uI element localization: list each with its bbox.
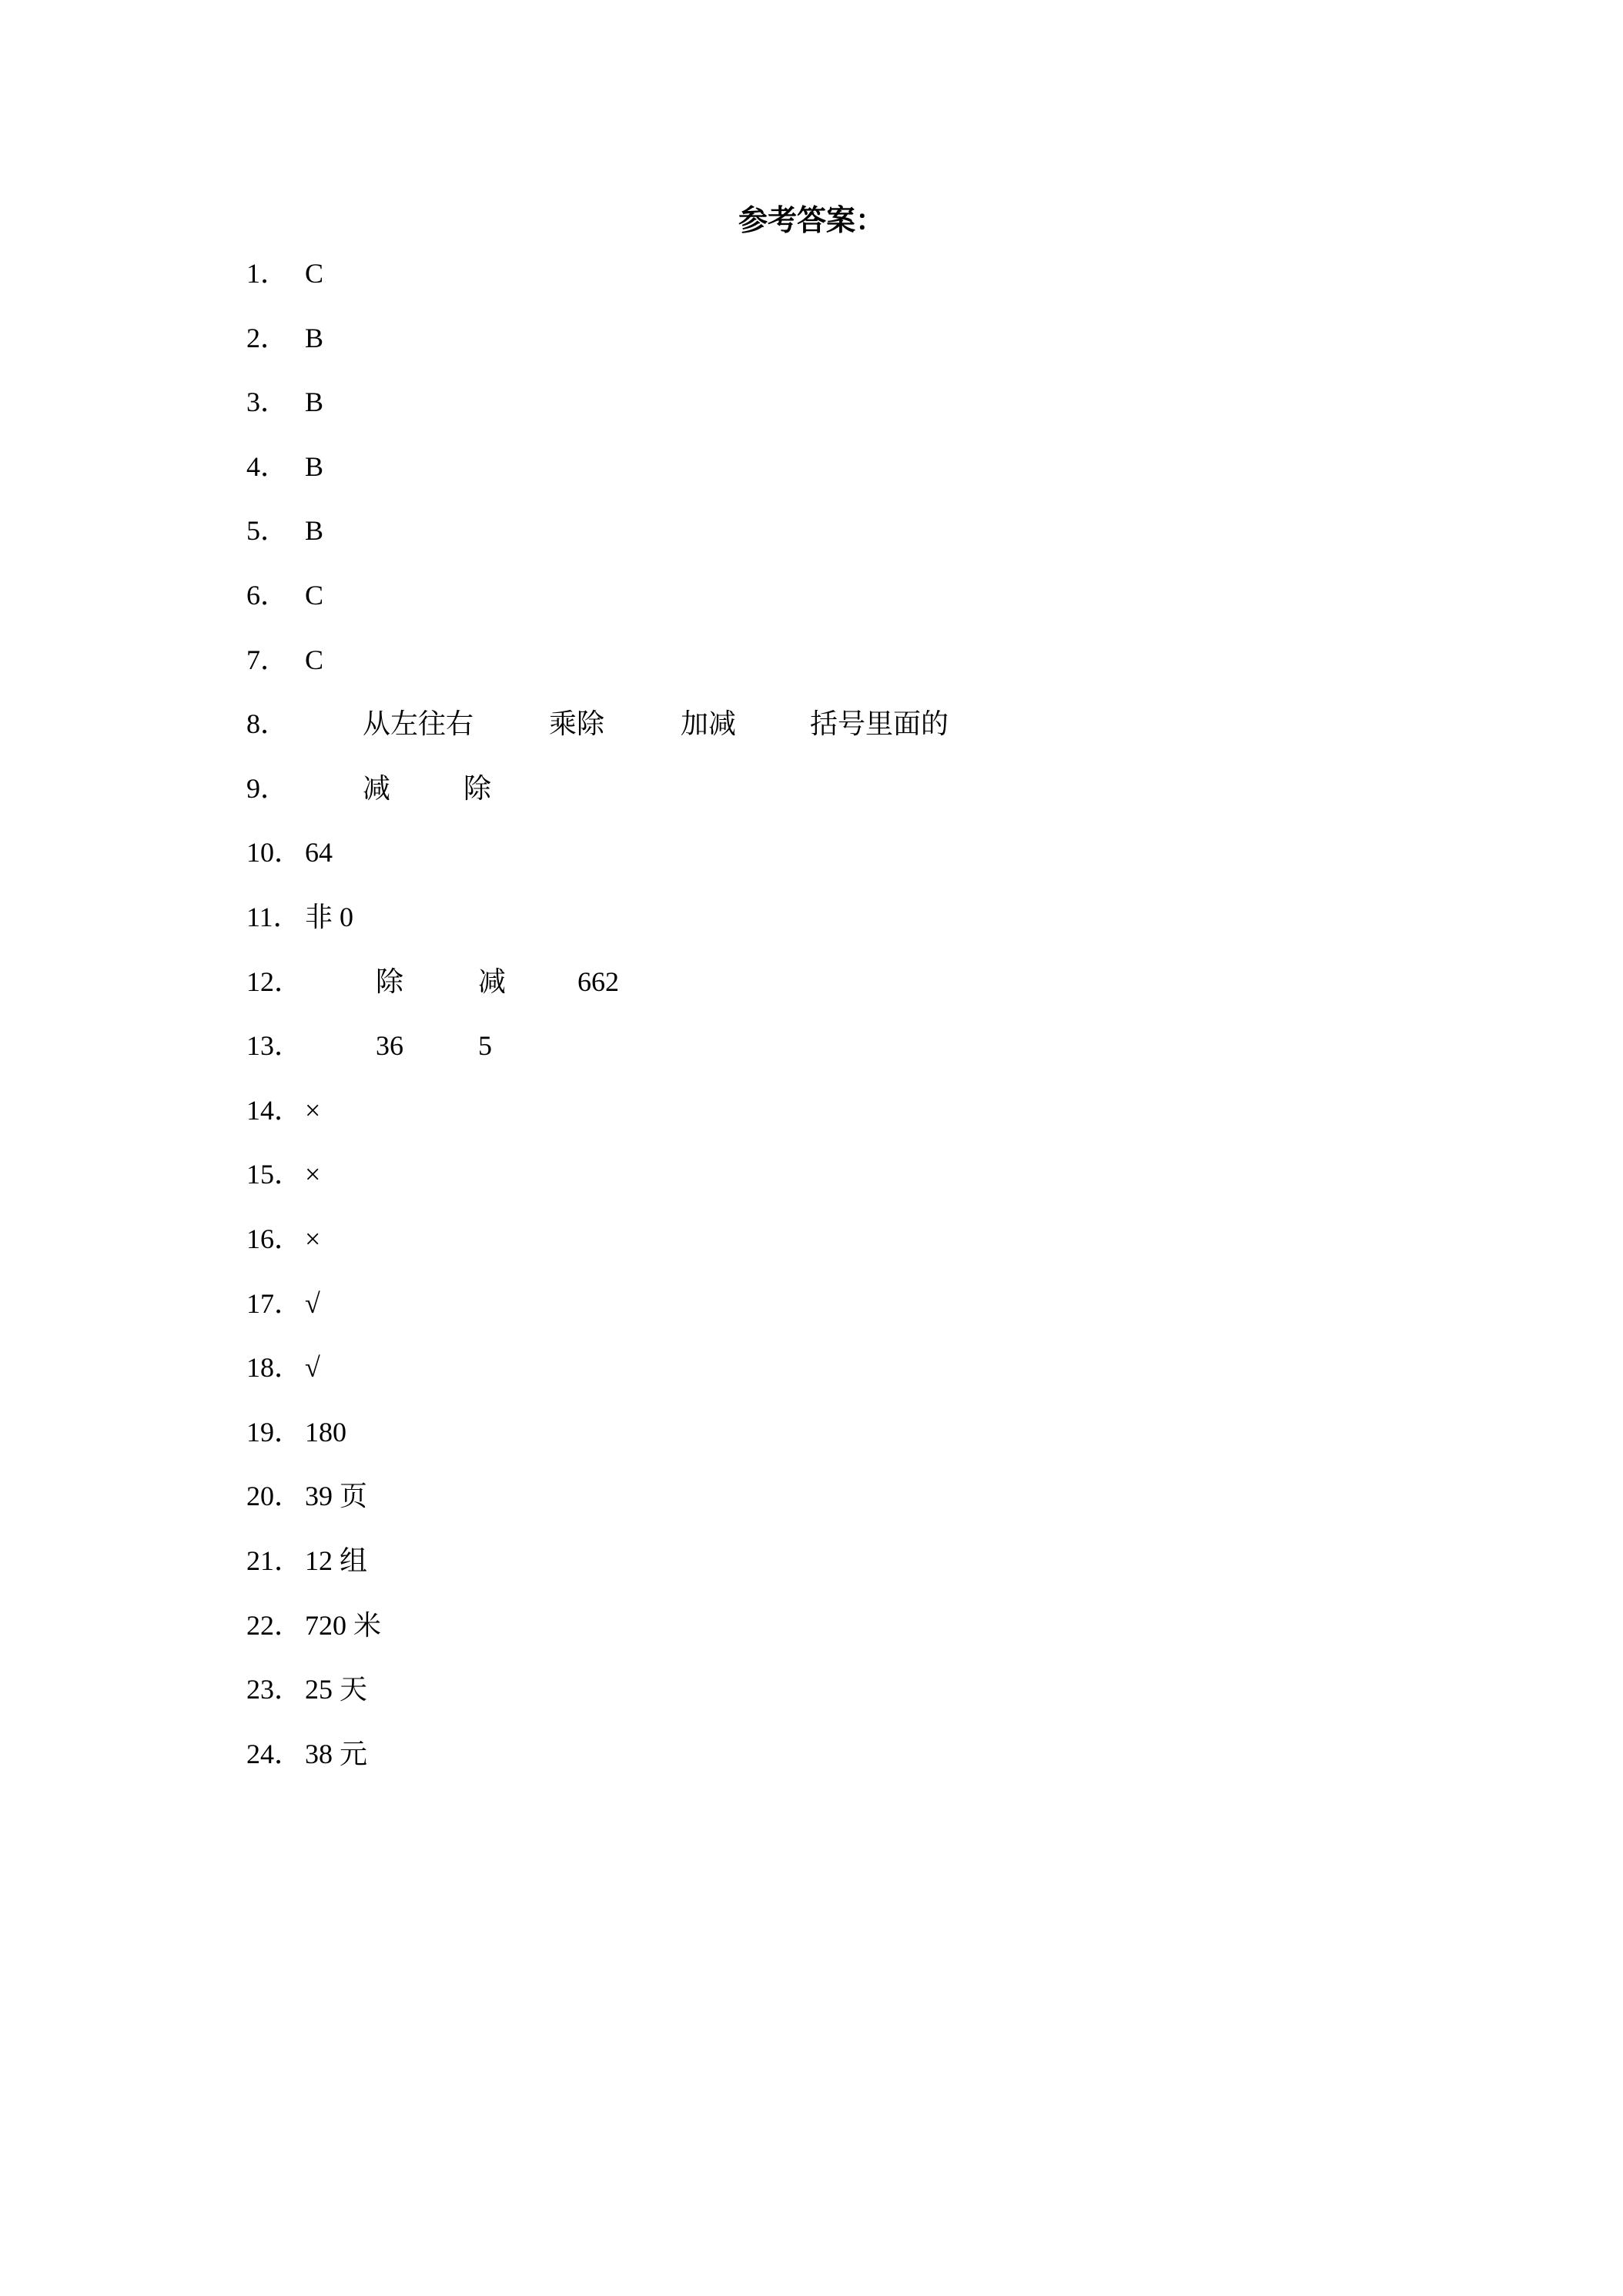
- answer-value: 662: [577, 966, 619, 997]
- answer-number: 9．: [246, 772, 289, 804]
- answer-value: 减: [478, 966, 507, 997]
- answer-value: 39 页: [305, 1481, 368, 1512]
- answer-value: 从左往右: [363, 708, 474, 740]
- answer-value: B: [305, 515, 324, 547]
- answer-number: 19．: [246, 1416, 303, 1448]
- answer-number: 2．: [246, 322, 289, 353]
- answer-number: 1．: [246, 258, 289, 289]
- answer-number: 15．: [246, 1159, 303, 1190]
- answer-value: ×: [305, 1223, 321, 1254]
- answer-value: ×: [305, 1094, 321, 1126]
- answer-number: 14．: [246, 1094, 303, 1126]
- answer-value: C: [305, 644, 324, 675]
- answer-value: 36: [376, 1030, 403, 1062]
- answer-number: 3．: [246, 387, 289, 418]
- answer-value: 除: [376, 966, 404, 997]
- answer-number: 4．: [246, 450, 289, 482]
- answer-value: 64: [305, 837, 333, 869]
- answer-number: 18．: [246, 1352, 303, 1384]
- answer-number: 7．: [246, 644, 289, 675]
- answer-number: 11．: [246, 902, 301, 932]
- answer-value: √: [305, 1287, 320, 1319]
- answer-value: C: [305, 258, 324, 289]
- answer-value: B: [305, 387, 324, 418]
- answer-number: 24．: [246, 1738, 303, 1769]
- answer-number: 5．: [246, 515, 289, 547]
- answer-number: 8．: [246, 708, 289, 740]
- answer-number: 17．: [246, 1287, 303, 1319]
- answer-value: 38 元: [305, 1738, 368, 1769]
- answer-number: 16．: [246, 1223, 303, 1254]
- answer-value: 括号里面的: [810, 708, 949, 740]
- answer-value: C: [305, 580, 324, 611]
- answer-number: 22．: [246, 1609, 303, 1641]
- answer-value: 25 天: [305, 1674, 368, 1705]
- answer-value: B: [305, 322, 324, 353]
- answer-number: 21．: [246, 1545, 303, 1576]
- answer-value: 除: [463, 772, 492, 804]
- answer-value: ×: [305, 1159, 321, 1190]
- answer-value: 720 米: [305, 1609, 382, 1641]
- answer-value: 加减: [681, 708, 737, 740]
- answer-number: 6．: [246, 580, 289, 611]
- answer-value: B: [305, 450, 324, 482]
- answer-number: 20．: [246, 1481, 303, 1512]
- answer-value: 非 0: [305, 902, 354, 932]
- answer-value: 乘除: [549, 708, 605, 740]
- page-title: 参考答案：: [738, 205, 885, 237]
- answer-number: 12．: [246, 966, 303, 997]
- answer-value: 12 组: [305, 1545, 368, 1576]
- answer-value: 减: [363, 772, 391, 804]
- answer-number: 23．: [246, 1674, 303, 1705]
- answer-value: √: [305, 1352, 320, 1384]
- answer-value: 5: [478, 1030, 492, 1062]
- answer-number: 10．: [246, 837, 303, 869]
- answer-value: 180: [305, 1416, 346, 1448]
- answer-number: 13．: [246, 1030, 303, 1062]
